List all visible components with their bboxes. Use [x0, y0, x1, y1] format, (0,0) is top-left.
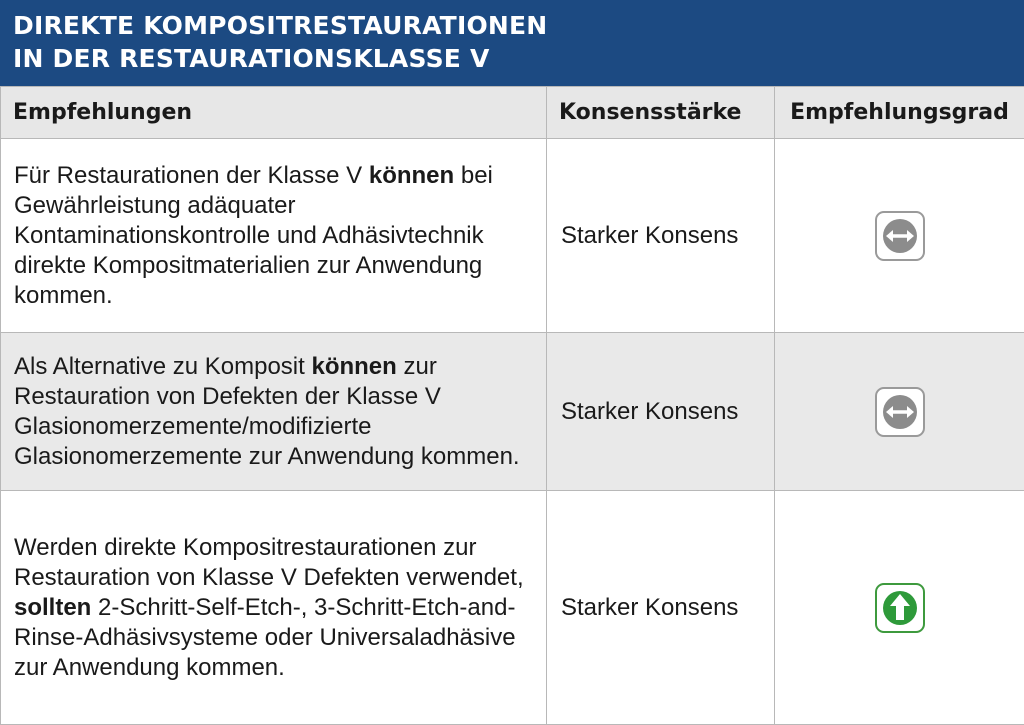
double-arrow-horizontal-icon: [875, 387, 925, 437]
text-part: Für Restaurationen der Klasse V: [14, 162, 369, 189]
text-part: Als Alternative zu Komposit: [14, 353, 311, 380]
column-header-consensus: Konsensstärke: [547, 87, 775, 139]
column-header-grade: Empfehlungsgrad: [775, 87, 1024, 139]
arrow-up-icon: [875, 583, 925, 633]
column-header-recommendations: Empfehlungen: [1, 87, 547, 139]
grade-cell: [775, 491, 1024, 725]
text-part: 2-Schritt-Self-Etch-, 3-Schritt-Etch-and-Rinse-Adhäsivsysteme oder Universaladhäsive zur Anwendung kommen.: [14, 594, 516, 681]
title-line-2: IN DER RESTAURATIONSKLASSE V: [13, 42, 1024, 75]
title-line-1: DIREKTE KOMPOSITRESTAURATIONEN: [13, 9, 1024, 42]
recommendation-text: [1, 139, 547, 333]
table-header-row: [1, 87, 1024, 139]
modal-verb: sollten: [14, 594, 91, 621]
consensus-cell: Starker Konsens: [547, 333, 775, 491]
recommendation-table: [0, 86, 1024, 725]
double-arrow-horizontal-icon: [875, 211, 925, 261]
modal-verb: können: [311, 353, 396, 380]
table-title: [0, 0, 1024, 86]
modal-verb: können: [369, 162, 454, 189]
consensus-cell: Starker Konsens: [547, 491, 775, 725]
table-row: [1, 139, 1024, 333]
text-part: Werden direkte Kompositrestaurationen zur Restauration von Klasse V Defekten verwendet,: [14, 534, 524, 591]
grade-cell: [775, 333, 1024, 491]
recommendation-text: [1, 333, 547, 491]
table-row: [1, 491, 1024, 725]
text-part: bei Gewährleistung adäquater Kontaminationskontrolle und Adhäsivtechnik direkte Kompositmaterialien zur Anwendung kommen.: [14, 162, 493, 309]
text-part: zur Restauration von Defekten der Klasse V Glasionomerzemente/modifizierte Glasionomerzemente zur Anwendung kommen.: [14, 353, 520, 470]
grade-cell: [775, 139, 1024, 333]
recommendation-text: [1, 491, 547, 725]
consensus-cell: Starker Konsens: [547, 139, 775, 333]
table-row: [1, 333, 1024, 491]
